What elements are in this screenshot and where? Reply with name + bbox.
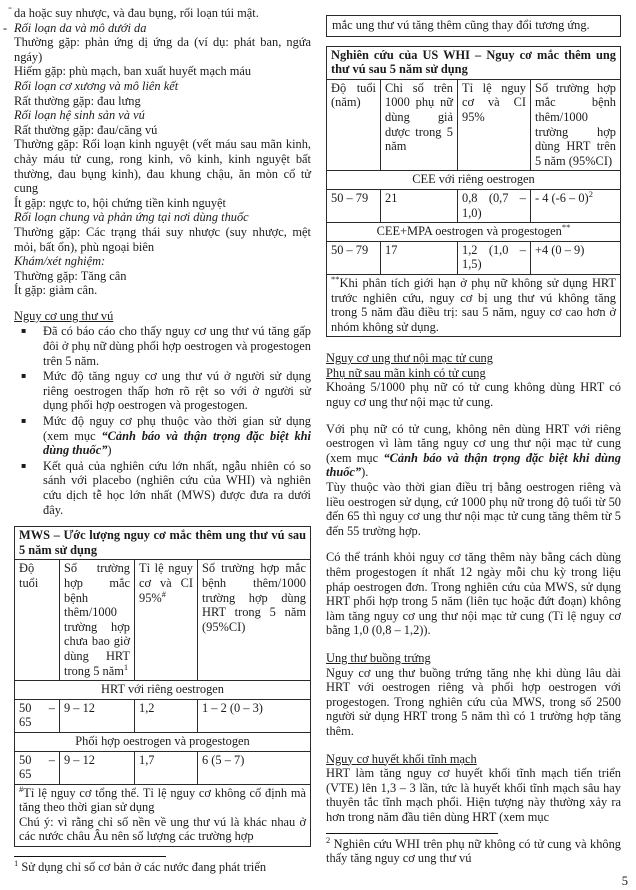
- paragraph: Nguy cơ ung thư buồng trứng tăng nhẹ khi dùng lâu dài HRT với oestrogen riêng và phối hợp oestrogen với progestogen. Trong nghiên cứu của MWS, trong số 2500 người sử dụng HRT trong 5 năm thì có 1 trường hợp tăng thêm.: [326, 665, 621, 738]
- section-heading-breast-cancer-risk: Nguy cơ ung thư vú: [14, 308, 114, 323]
- footnote-separator: [14, 856, 166, 857]
- column-header: Tỉ lệ nguy cơ và CI 95%#: [135, 560, 198, 681]
- footnote: $^2$ Nghiên cứu WHI trên phụ nữ không có tử cung và không thấy tăng nguy cơ ung thư vú: [326, 834, 621, 866]
- adverse-line: Rất thường gặp: đau lưng: [14, 93, 141, 108]
- data-cell: 1,2 (1,0 – 1,5): [458, 241, 531, 274]
- table-title-row: [327, 46, 621, 79]
- section-heading-endometrial: Nguy cơ ung thư nội mạc tử cung: [326, 351, 493, 366]
- paragraph: Tùy thuộc vào thời gian điều trị bằng oestrogen riêng và liều oestrogen sử dụng, cứ 1000 phụ nữ trong độ tuổi từ 50 đến 65 thì nguy cơ ung thư nội mạc tử cung tăng thêm từ 5 đến 55 trường hợp.: [326, 480, 621, 538]
- table-continuation-box: mắc ung thư vú tăng thêm cũng thay đổi tương ứng.: [326, 15, 621, 37]
- data-cell: 9 – 12: [60, 699, 135, 732]
- superscript: 1: [123, 661, 129, 672]
- square-bullet-icon: ▪: [21, 371, 27, 381]
- data-cell: 0,8 (0,7 – 1,0): [458, 189, 531, 222]
- data-cell: 1,7: [135, 751, 198, 784]
- adverse-line: Thường gặp: Tăng cân: [14, 268, 127, 283]
- table-section-label: HRT với riêng oestrogen: [15, 681, 311, 700]
- disorder-class-line: Rối loạn cơ xương và mô liên kết: [14, 78, 179, 93]
- table-title: Nghiên cứu của US WHI – Nguy cơ mắc thêm ung thư vú sau 5 năm sử dụng: [327, 46, 621, 79]
- page-number: 5: [621, 874, 628, 889]
- list-item-text: Mức độ nguy cơ phụ thuộc vào thời gian sử dụng (xem mục “Cảnh báo và thận trọng đặc biệt khi dùng thuốc”): [43, 414, 311, 458]
- whi-risk-table: [326, 46, 621, 338]
- table-section-label: CEE với riêng oestrogen: [327, 171, 621, 190]
- table-row: [327, 241, 621, 274]
- data-cell: +4 (0 – 9): [531, 241, 621, 274]
- table-title: MWS – Ước lượng nguy cơ mắc thêm ung thư vú sau 5 năm sử dụng: [15, 527, 311, 560]
- table-footnote: **Khi phân tích giới hạn ở phụ nữ không sử dụng HRT trước nghiên cứu, nguy cơ bị ung thư vú không tăng trong 5 năm đầu điều trị: sau 5 năm, nguy cơ cao hơn ở nhóm không sử dụng.: [327, 274, 621, 336]
- left-column: [3, 6, 311, 875]
- data-cell: 6 (5 – 7): [198, 751, 311, 784]
- data-cell: 21: [381, 189, 458, 222]
- data-cell: 50 – 79: [327, 189, 381, 222]
- table-footnote: #Tỉ lệ nguy cơ tổng thể. Tỉ lệ nguy cơ không cố định mà tăng theo thời gian sử dụng Chú ý: vì rằng chỉ số nền về ung thư vú là khác nhau ở các nước châu Âu nên số lượng các trường hợp: [15, 784, 311, 846]
- data-cell: 50 – 65: [15, 699, 60, 732]
- continuation-text: da hoặc suy nhược, và đau bụng, rối loạn túi mật.: [14, 6, 259, 20]
- adverse-line: Thường gặp: phản ứng dị ứng da (ví dụ: phát ban, ngứa ngáy): [14, 35, 311, 64]
- disorder-class-line: Rối loạn hệ sinh sản và vú: [14, 108, 145, 123]
- table-row: [327, 189, 621, 222]
- table-section-row: [15, 681, 311, 700]
- data-cell: 17: [381, 241, 458, 274]
- table-row: [15, 751, 311, 784]
- column-header: Số trường hợp mắc bệnh thêm/1000 trường hợp chưa bao giờ dùng HRT trong 5 năm$^1$: [60, 560, 135, 681]
- data-cell: 50 – 65: [15, 751, 60, 784]
- paragraph: Với phụ nữ có tử cung, không nên dùng HRT với riêng oestrogen vì làm tăng nguy cơ ung thư nội mạc tử cung (xem mục “Cảnh báo và thận trọng đặc biệt khi dùng thuốc”).: [326, 421, 621, 480]
- column-header: Chỉ số trên 1000 phụ nữ dùng giả dược trong 5 năm: [381, 79, 458, 171]
- column-header: Số trường hợp mắc bệnh thêm/1000 trường hợp dùng HRT trong 5 năm (95%CI): [198, 560, 311, 681]
- disorder-class-line: Rối loạn chung và phản ứng tại nơi dùng thuốc: [14, 210, 249, 225]
- adverse-line: Rất thường gặp: đau/căng vú: [14, 122, 158, 137]
- dash-bullet: -: [3, 20, 8, 35]
- adverse-line: Ít gặp: giảm cân.: [14, 283, 98, 298]
- paragraph: Có thể tránh khỏi nguy cơ tăng thêm này bằng cách dùng thêm progestogen ít nhất 12 ngày mỗi chu kỳ trong liệu pháp oestrogen đơn. Trong nghiên cứu của MWS, sử dụng HRT phối hợp trong 5 năm (liên tục hoặc đứt đoạn) không làm tăng nguy cơ ung thư nội mạc tử cung (Tỉ lệ nguy cơ bằng 1,0 (0,8 – 1,2)).: [326, 550, 621, 638]
- data-cell: 50 – 79: [327, 241, 381, 274]
- list-item-text: Đã có báo cáo cho thấy nguy cơ ung thư vú tăng gấp đôi ở phụ nữ dùng phối hợp oestrogen và progestogen trên 5 năm.: [43, 324, 311, 368]
- disorder-class-line: Khám/xét nghiệm:: [14, 254, 106, 269]
- column-header: Độ tuổi (năm): [327, 79, 381, 171]
- data-cell: 9 – 12: [60, 751, 135, 784]
- table-section-label: CEE+MPA oestrogen và progestogen**: [327, 223, 621, 242]
- adverse-line: Ít gặp: ngực to, hội chứng tiền kinh nguyệt: [14, 195, 226, 210]
- right-column: [326, 6, 621, 875]
- footnote: $^1$ Sử dụng chỉ số cơ bản ở các nước đang phát triển: [14, 857, 267, 875]
- data-cell: 1,2: [135, 699, 198, 732]
- list-item: [14, 324, 311, 368]
- table-header-row: [327, 79, 621, 171]
- list-item-text: Mức độ tăng nguy cơ ung thư vú ở người sử dụng riêng oestrogen thấp hơn rõ rệt so với ở người sử dụng phối hợp oestrogen và progestogen.: [43, 369, 311, 413]
- data-cell: - 4 (-6 – 0)$^2$: [531, 189, 621, 222]
- list-item: [14, 369, 311, 413]
- table-section-row: [327, 171, 621, 190]
- superscript: 2: [326, 834, 331, 845]
- subsection-heading-postmenopausal: Phụ nữ sau mãn kinh có tử cung: [326, 365, 486, 380]
- table-row: [15, 699, 311, 732]
- adverse-line: Hiếm gặp: phù mạch, ban xuất huyết mạch máu: [14, 64, 252, 79]
- superscript: #: [161, 588, 166, 599]
- column-header: Tỉ lệ nguy cơ và CI 95%: [458, 79, 531, 171]
- superscript: 2: [588, 188, 593, 199]
- square-bullet-icon: ▪: [21, 326, 27, 336]
- section-heading-ovarian: Ung thư buồng trứng: [326, 650, 431, 665]
- footnote-separator: [326, 833, 498, 834]
- superscript: #: [19, 783, 24, 794]
- table-section-row: [327, 223, 621, 242]
- data-cell: 1 – 2 (0 – 3): [198, 699, 311, 732]
- square-bullet-icon: ▪: [21, 460, 27, 470]
- superscript: **: [331, 273, 340, 284]
- table-section-label: Phối hợp oestrogen và progestogen: [15, 732, 311, 751]
- adverse-line: Thường gặp: Các trạng thái suy nhược (suy nhược, mệt mỏi, bất ổn), phù ngoại biên: [14, 224, 311, 254]
- list-item-text: Kết quả của nghiên cứu lớn nhất, ngẫu nhiên có so sánh với placebo (nghiên cứu của WHI) và nghiên cứu dịch tễ học lớn nhất (MWS) được đưa ra dưới đây.: [43, 458, 311, 517]
- list-item: [14, 414, 311, 458]
- table-title-row: [15, 527, 311, 560]
- paragraph: Khoảng 5/1000 phụ nữ có tử cung không dùng HRT có nguy cơ ung thư nội mạc tử cung.: [326, 380, 621, 410]
- list-item: [14, 459, 311, 517]
- table-header-row: [15, 560, 311, 681]
- superscript: 1: [14, 857, 19, 868]
- superscript: **: [561, 222, 571, 232]
- paragraph: HRT làm tăng nguy cơ huyết khối tĩnh mạch tiến triển (VTE) lên 1,3 – 3 lần, tức là huyết khối tĩnh mạch sâu hay thuyên tắc tĩnh mạch phổi. Hiện tượng này thường xảy ra hơn trong năm đầu tiên dùng HRT (xem mục: [326, 766, 621, 824]
- stray-scan-mark: -: [8, 0, 12, 14]
- column-header: Độ tuổi: [15, 560, 60, 681]
- table-section-row: [15, 732, 311, 751]
- disorder-class-line: - Rối loạn da và mô dưới da: [3, 20, 147, 35]
- table-footnote-row: [15, 784, 311, 846]
- square-bullet-icon: ▪: [21, 416, 27, 426]
- mws-risk-table: [14, 526, 311, 847]
- table-footnote-row: [327, 274, 621, 336]
- column-header: Số trường hợp mắc bệnh thêm/1000 trường hợp dùng HRT trên 5 năm (95%CI): [531, 79, 621, 171]
- adverse-line: Thường gặp: Rối loạn kinh nguyệt (vết máu sau mãn kinh, chảy máu tử cung, rong kinh, vô kinh, kinh nguyệt bất thường, đau bụng kinh), đau khung chậu, ăn mòn cổ tử cung: [14, 137, 311, 196]
- section-heading-vte: Nguy cơ huyết khối tĩnh mạch: [326, 751, 477, 766]
